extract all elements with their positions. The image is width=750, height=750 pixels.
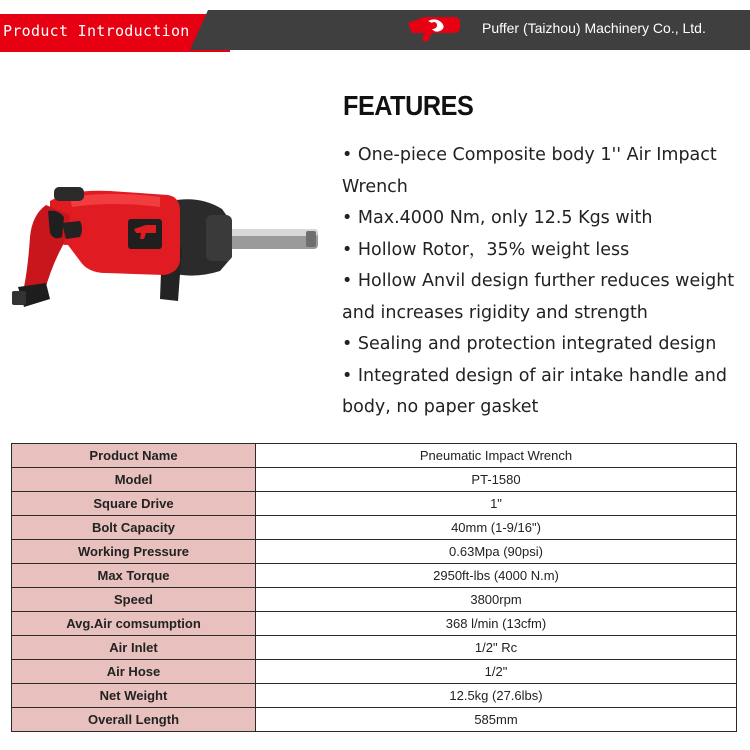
- table-row: [12, 708, 737, 732]
- spec-label: Avg.Air comsumption: [12, 612, 256, 636]
- spec-value: 1": [256, 492, 737, 516]
- table-row: [12, 660, 737, 684]
- spec-label: Bolt Capacity: [12, 516, 256, 540]
- spec-value: 585mm: [256, 708, 737, 732]
- spec-value: 368 l/min (13cfm): [256, 612, 737, 636]
- spec-value: 3800rpm: [256, 588, 737, 612]
- spec-value: Pneumatic Impact Wrench: [256, 444, 737, 468]
- spec-label: Speed: [12, 588, 256, 612]
- features-list: [342, 140, 742, 424]
- company-name: Puffer (Taizhou) Machinery Co., Ltd.: [482, 20, 706, 36]
- spec-value: 0.63Mpa (90psi): [256, 540, 737, 564]
- page-title: Product Introduction: [3, 22, 190, 40]
- spec-table: [11, 443, 737, 732]
- impact-wrench-image: [10, 175, 322, 315]
- company-logo-icon: [402, 13, 462, 47]
- spec-value: PT-1580: [256, 468, 737, 492]
- table-row: [12, 588, 737, 612]
- spec-value: 1/2": [256, 660, 737, 684]
- table-row: [12, 684, 737, 708]
- spec-value: 12.5kg (27.6lbs): [256, 684, 737, 708]
- table-row: [12, 468, 737, 492]
- spec-label: Working Pressure: [12, 540, 256, 564]
- table-row: [12, 516, 737, 540]
- feature-item: • Max.4000 Nm, only 12.5 Kgs with: [342, 208, 653, 228]
- spec-label: Overall Length: [12, 708, 256, 732]
- feature-item: • Integrated design of air intake handle and body, no paper gasket: [342, 365, 727, 417]
- spec-label: Air Hose: [12, 660, 256, 684]
- feature-item: • One-piece Composite body 1'' Air Impact Wrench: [342, 145, 717, 197]
- spec-label: Air Inlet: [12, 636, 256, 660]
- features-heading: FEATURES: [343, 90, 474, 121]
- table-row: [12, 492, 737, 516]
- table-row: [12, 612, 737, 636]
- feature-item: • Sealing and protection integrated design: [342, 334, 717, 354]
- spec-value: 40mm (1-9/16"): [256, 516, 737, 540]
- spec-label: Product Name: [12, 444, 256, 468]
- spec-value: 1/2" Rc: [256, 636, 737, 660]
- spec-label: Square Drive: [12, 492, 256, 516]
- table-row: [12, 636, 737, 660]
- table-row: [12, 564, 737, 588]
- spec-label: Max Torque: [12, 564, 256, 588]
- spec-value: 2950ft-lbs (4000 N.m): [256, 564, 737, 588]
- spec-label: Model: [12, 468, 256, 492]
- feature-item: • Hollow Anvil design further reduces weight and increases rigidity and strength: [342, 271, 735, 323]
- table-row: [12, 444, 737, 468]
- header-banner: [0, 0, 750, 56]
- table-row: [12, 540, 737, 564]
- spec-label: Net Weight: [12, 684, 256, 708]
- feature-item: • Hollow Rotor，35% weight less: [342, 239, 630, 260]
